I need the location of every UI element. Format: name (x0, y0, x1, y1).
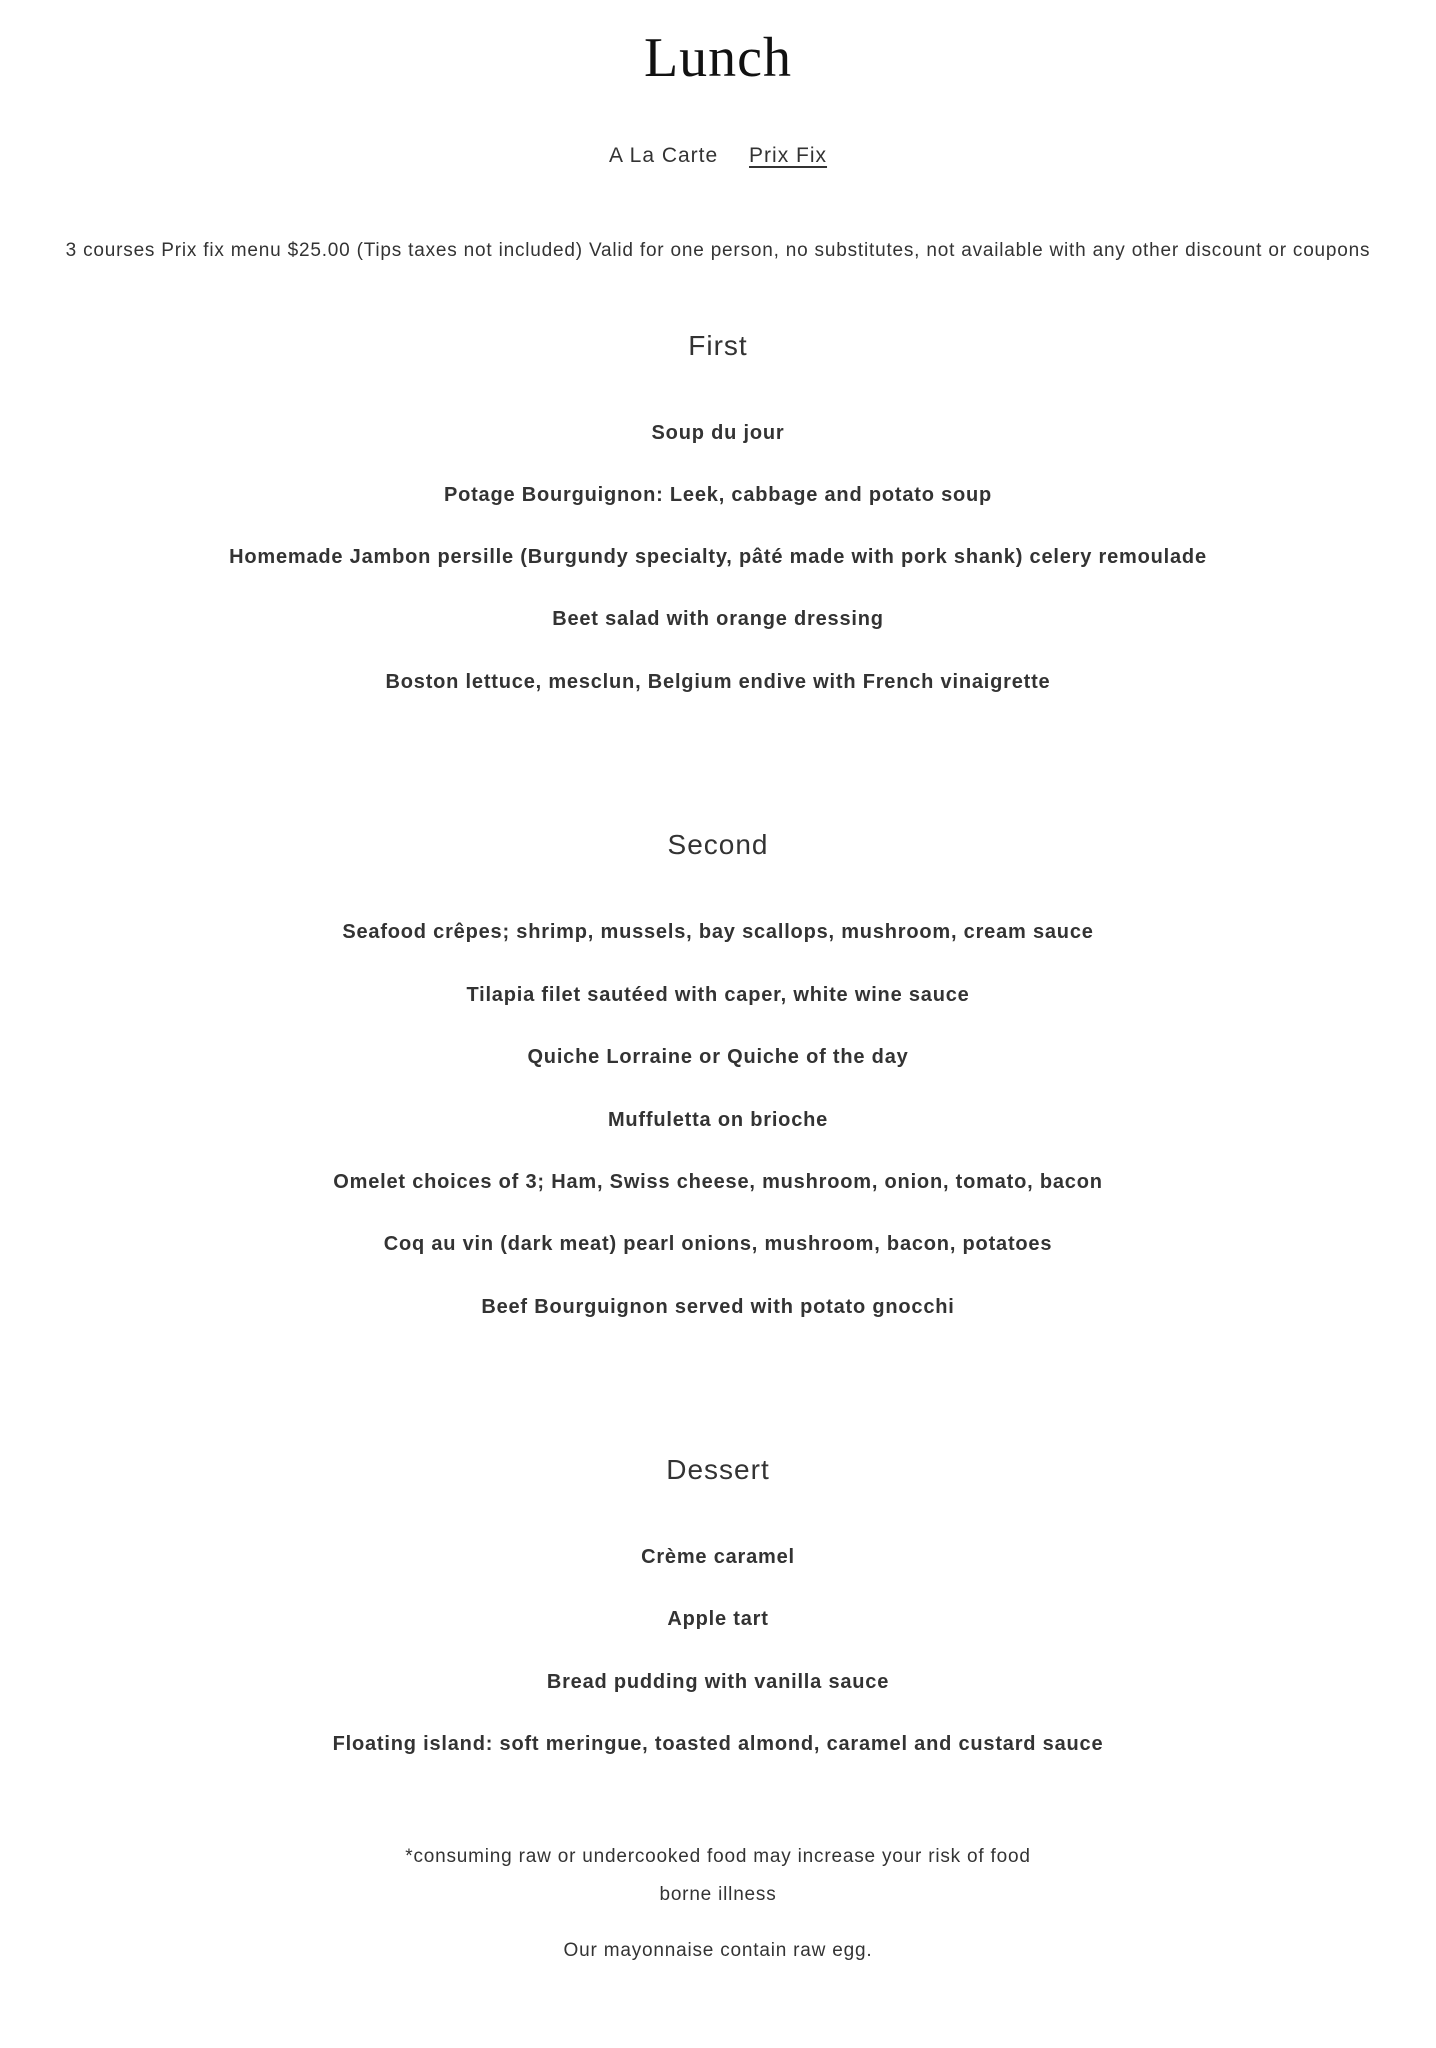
raw-food-warning: *consuming raw or undercooked food may increase your risk of food (405, 1846, 1031, 1867)
menu-item: Floating island: soft meringue, toasted almond, caramel and custard sauce (332, 1733, 1104, 1755)
page-title: Lunch (643, 27, 793, 89)
section-heading-second: Second (667, 829, 769, 860)
prix-fix-intro: 3 courses Prix fix menu $25.00 (Tips taxes not included) Valid for one person, no substitutes, not available with any other discount or coupons (65, 240, 1371, 261)
tab-a-la-carte[interactable]: A La Carte (608, 144, 719, 167)
menu-item: Seafood crêpes; shrimp, mussels, bay scallops, mushroom, cream sauce (342, 921, 1094, 943)
menu-item: Beet salad with orange dressing (552, 608, 884, 630)
menu-item: Boston lettuce, mesclun, Belgium endive with French vinaigrette (385, 671, 1051, 693)
menu-item: Omelet choices of 3; Ham, Swiss cheese, mushroom, onion, tomato, bacon (333, 1171, 1103, 1193)
section-heading-dessert: Dessert (666, 1454, 770, 1485)
raw-food-warning-continued: borne illness (659, 1884, 777, 1905)
menu-item: Homemade Jambon persille (Burgundy specialty, pâté made with pork shank) celery remoulade (229, 546, 1207, 568)
menu-item: Muffuletta on brioche (607, 1109, 829, 1131)
menu-item: Crème caramel (641, 1546, 795, 1568)
menu-item: Coq au vin (dark meat) pearl onions, mushroom, bacon, potatoes (383, 1233, 1053, 1255)
menu-item: Potage Bourguignon: Leek, cabbage and potato soup (443, 484, 993, 506)
menu-item: Beef Bourguignon served with potato gnocchi (481, 1296, 955, 1318)
menu-item: Soup du jour (651, 422, 785, 444)
mayonnaise-note: Our mayonnaise contain raw egg. (563, 1940, 873, 1961)
tab-prix-fix[interactable]: Prix Fix (749, 144, 828, 167)
section-heading-first: First (688, 330, 748, 361)
menu-item: Tilapia filet sautéed with caper, white wine sauce (466, 984, 970, 1006)
menu-item: Bread pudding with vanilla sauce (546, 1671, 890, 1693)
menu-item: Apple tart (667, 1608, 769, 1630)
menu-item: Quiche Lorraine or Quiche of the day (527, 1046, 909, 1068)
menu-tabs (0, 140, 1436, 172)
